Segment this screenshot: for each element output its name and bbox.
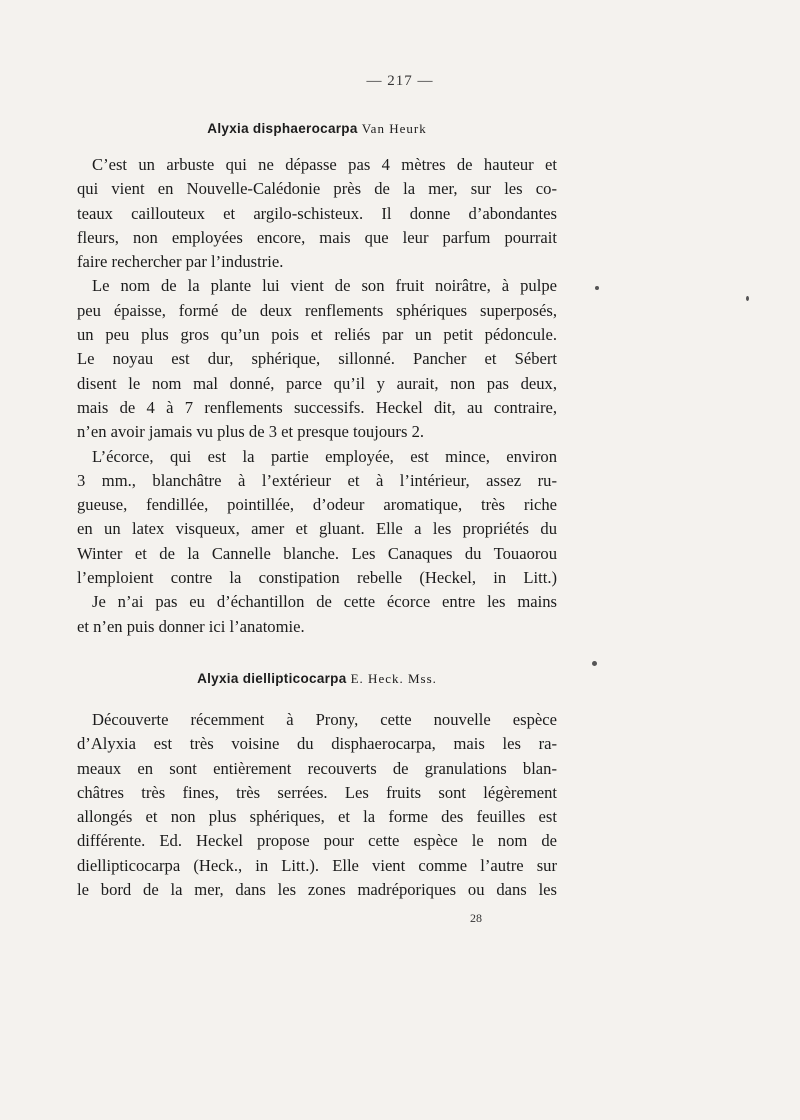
text-line: d’Alyxia est très voisine du disphaerocarpa, mais les ra- [77,734,557,754]
text-line: le bord de la mer, dans les zones madréporiques ou dans les [77,880,557,900]
text-line: C’est un arbuste qui ne dépasse pas 4 mètres de hauteur et [92,155,557,174]
text-line: un peu plus gros qu’un pois et reliés par un petit pédoncule. [77,325,557,345]
species-name: Alyxia disphaerocarpa [207,121,358,136]
text-line: Je n’ai pas eu d’échantillon de cette écorce entre les mains [92,592,557,612]
text-line: peu épaisse, formé de deux renflements sphériques superposés, [77,300,557,320]
section-body-disphaerocarpa [77,153,557,639]
ink-speck [592,661,597,666]
text-line: 3 mm., blanchâtre à l’extérieur et à l’intérieur, assez ru- [77,470,557,490]
text-line: Le nom de la plante lui vient de son fruit noirâtre, à pulpe [92,276,557,296]
text-line: L’écorce, qui est la partie employée, est mince, environ [92,446,557,466]
text-line: faire rechercher par l’industrie. [77,252,284,272]
ink-speck [595,286,599,290]
species-author: E. Heck. Mss. [350,671,437,686]
text-line: n’en avoir jamais vu plus de 3 et presque toujours 2. [77,422,425,442]
text-line: teaux caillouteux et argilo-schisteux. Il donne d’abondantes [77,203,557,223]
text-line: et n’en puis donner ici l’anatomie. [77,616,305,636]
text-line: allongés et non plus sphériques, et la forme des feuilles est [77,807,557,827]
text-line: en un latex visqueux, amer et gluant. Elle a les propriétés du [77,519,557,539]
text-line: mais de 4 à 7 renflements successifs. Heckel dit, au contraire, [77,397,557,417]
text-line: disent le nom mal donné, parce qu’il y aurait, non pas deux, [77,373,557,393]
text-line: gueuse, fendillée, pointillée, d’odeur aromatique, très riche [77,495,557,515]
section-heading-disphaerocarpa [77,121,557,137]
text-line: différente. Ed. Heckel propose pour cette espèce le nom de [77,831,557,851]
text-line: châtres très fines, très serrées. Les fruits sont légèrement [77,782,557,802]
text-line: l’emploient contre la constipation rebelle (Heckel, in Litt.) [77,568,557,588]
text-line: qui vient en Nouvelle-Calédonie près de la mer, sur les co- [77,179,557,199]
text-line: diellipticocarpa (Heck., in Litt.). Elle vient comme l’autre sur [77,855,557,875]
text-line: Découverte récemment à Prony, cette nouvelle espèce [92,710,557,729]
species-author: Van Heurk [361,121,427,136]
text-line: Le noyau est dur, sphérique, sillonné. Pancher et Sébert [77,349,557,369]
ink-speck [746,296,749,301]
section-heading-diellipticocarpa [77,671,557,687]
species-name: Alyxia diellipticocarpa [197,671,347,686]
text-line: fleurs, non employées encore, mais que leur parfum pourrait [77,227,557,247]
section-body-diellipticocarpa [77,708,557,902]
printer-signature-mark: 28 [470,911,482,925]
page-number: — 217 — [366,73,434,89]
text-line: Winter et de la Cannelle blanche. Les Canaques du Touaorou [77,543,557,563]
text-line: meaux en sont entièrement recouverts de granulations blan- [77,758,557,778]
